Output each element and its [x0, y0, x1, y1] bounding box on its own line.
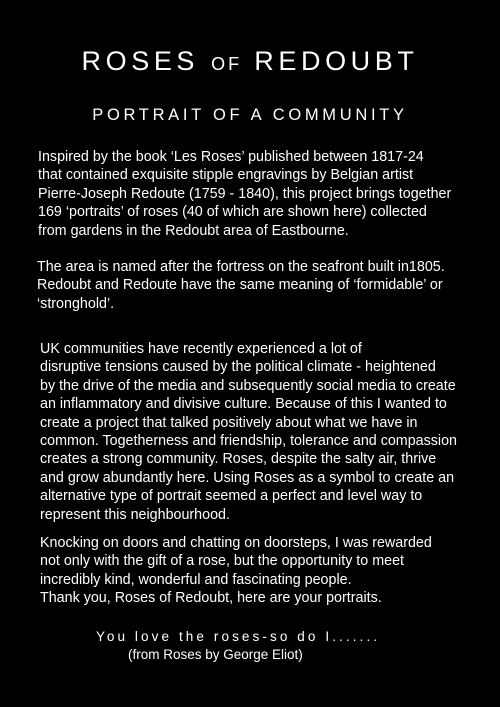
title-roses: ROSES	[81, 46, 200, 76]
title-redoubt: REDOUBT	[254, 46, 419, 76]
paragraph-line: and grow abundantly here. Using Roses as a symbol to create an	[40, 469, 455, 486]
thanks-paragraph	[40, 534, 432, 608]
quote-attribution: (from Roses by George Eliot)	[128, 647, 303, 662]
paragraph-line: create a project that talked positively about what we have in	[40, 414, 418, 431]
title-of: OF	[211, 54, 243, 74]
paragraph-line: 169 ‘portraits’ of roses (40 of which are shown here) collected	[38, 204, 427, 221]
paragraph-line: incredibly kind, wonderful and fascinating people.	[40, 571, 352, 588]
page-subtitle: PORTRAIT OF A COMMUNITY	[92, 106, 408, 124]
paragraph-line: disruptive tensions caused by the political climate - heightened	[40, 359, 436, 376]
paragraph-line: from gardens in the Redoubt area of Eastbourne.	[38, 222, 349, 239]
paragraph-line: an inflammatory and divisive culture. Because of this I wanted to	[40, 396, 447, 413]
closing-quote: You love the roses-so do I.......	[96, 629, 381, 644]
paragraph-line: represent this neighbourhood.	[40, 506, 230, 523]
paragraph-line: Pierre-Joseph Redoute (1759 - 1840), this project brings together	[38, 185, 452, 202]
page-title	[0, 44, 500, 81]
paragraph-line: by the drive of the media and subsequently social media to create	[40, 377, 456, 394]
paragraph-line: alternative type of portrait seemed a perfect and level way to	[40, 488, 423, 505]
paragraph-line: The area is named after the fortress on the seafront built in1805.	[37, 259, 445, 275]
community-paragraph	[40, 340, 457, 524]
paragraph-line: that contained exquisite stipple engravings by Belgian artist	[38, 167, 414, 184]
intro-paragraph	[38, 148, 451, 240]
paragraph-line: Inspired by the book ‘Les Roses’ published between 1817-24	[38, 149, 424, 165]
paragraph-line: creates a strong community. Roses, despite the salty air, thrive	[40, 451, 437, 468]
paragraph-line: not only with the gift of a rose, but the opportunity to meet	[40, 553, 404, 570]
paragraph-line: Redoubt and Redoute have the same meaning of ‘formidable’ or	[37, 277, 443, 294]
paragraph-line: Knocking on doors and chatting on doorsteps, I was rewarded	[40, 535, 432, 551]
paragraph-line: common. Togetherness and friendship, tolerance and compassion	[40, 433, 457, 450]
area-paragraph	[37, 258, 445, 313]
paragraph-line: ‘stronghold’.	[37, 295, 115, 312]
paragraph-line: UK communities have recently experienced a lot of	[40, 341, 362, 357]
paragraph-line: Thank you, Roses of Redoubt, here are your portraits.	[40, 590, 382, 607]
